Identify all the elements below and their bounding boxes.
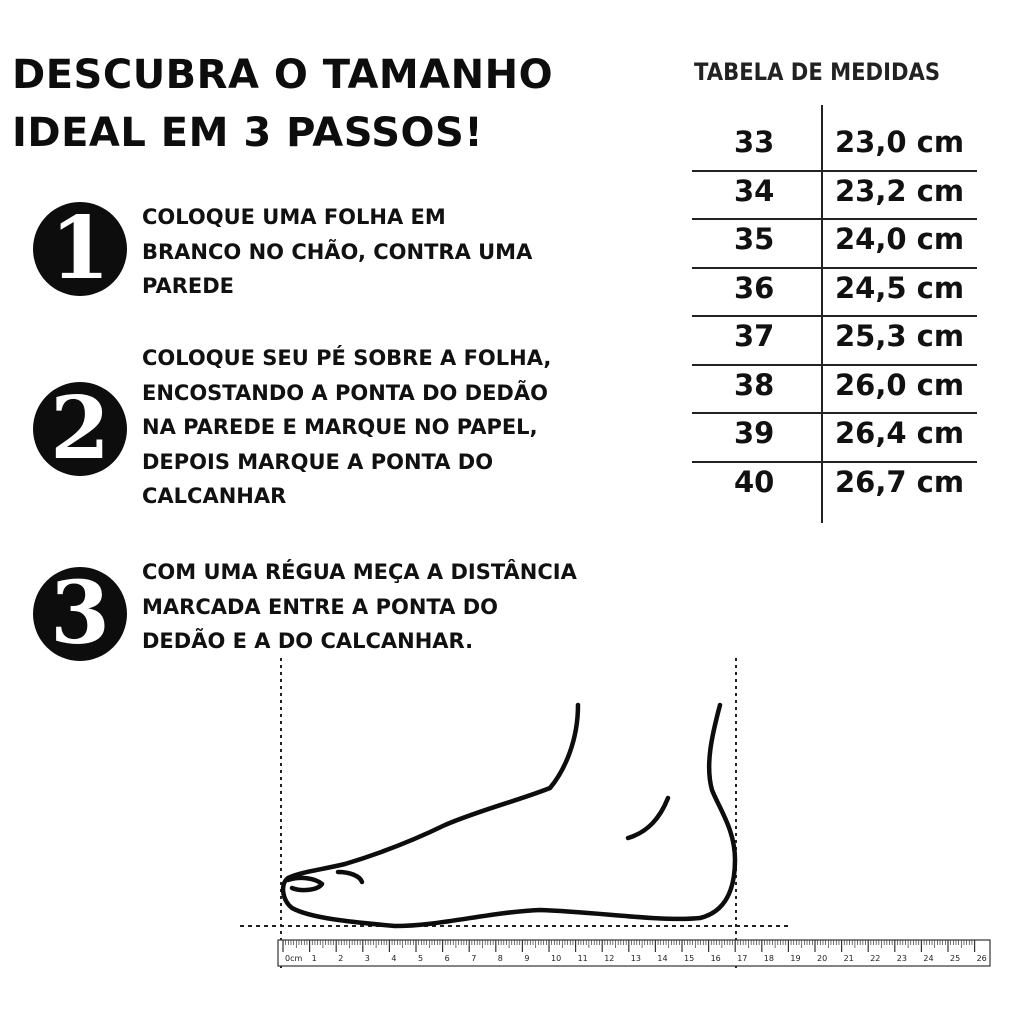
step-3-line-3: DEDÃO E A DO CALCANHAR. bbox=[142, 629, 474, 653]
step-3-line-2: MARCADA ENTRE A PONTA DO bbox=[142, 594, 498, 619]
size-value: 34 bbox=[734, 173, 775, 208]
ruler-label: 7 bbox=[471, 954, 477, 963]
ruler-label: 8 bbox=[497, 954, 503, 963]
length-value: 24,5 cm bbox=[835, 270, 965, 305]
ruler-label: 20 bbox=[817, 954, 828, 963]
title-line-2: IDEAL EM 3 PASSOS! bbox=[12, 110, 484, 156]
ruler-label: 15 bbox=[684, 954, 695, 963]
length-value: 25,3 cm bbox=[835, 319, 965, 353]
size-value: 39 bbox=[734, 416, 775, 450]
size-value: 38 bbox=[734, 367, 775, 402]
ruler-label: 6 bbox=[444, 954, 450, 963]
step-2-line-2: ENCOSTANDO A PONTA DO DEDÃO bbox=[142, 380, 548, 405]
length-value: 26,7 cm bbox=[835, 464, 965, 499]
size-value: 37 bbox=[734, 319, 775, 353]
table-row bbox=[692, 123, 977, 172]
foot-icon bbox=[283, 705, 735, 926]
step-2-instructions bbox=[142, 341, 551, 514]
table-row bbox=[692, 414, 977, 463]
ruler-label: 3 bbox=[364, 954, 370, 963]
length-value: 24,0 cm bbox=[835, 222, 965, 256]
size-value: 33 bbox=[734, 125, 775, 159]
step-3-number-icon: 3 bbox=[33, 567, 127, 661]
ruler-label: 19 bbox=[790, 954, 801, 963]
ruler-label: 4 bbox=[391, 954, 397, 963]
size-table bbox=[692, 123, 977, 511]
step-3-instructions bbox=[142, 555, 577, 659]
ruler-label: 1 bbox=[311, 954, 317, 963]
ruler-label: 13 bbox=[630, 954, 641, 963]
step-2-line-1: COLOQUE SEU PÉ SOBRE A FOLHA, bbox=[142, 346, 552, 370]
size-value: 36 bbox=[734, 270, 775, 305]
ruler bbox=[278, 940, 990, 966]
ruler-label: 5 bbox=[418, 954, 424, 963]
step-2-line-5: CALCANHAR bbox=[142, 484, 287, 508]
length-value: 26,0 cm bbox=[835, 367, 965, 402]
ruler-label: 14 bbox=[657, 954, 668, 963]
step-1-line-1: COLOQUE UMA FOLHA EM bbox=[142, 205, 446, 229]
ruler-label: 0cm bbox=[285, 954, 303, 963]
step-2-line-4: DEPOIS MARQUE A PONTA DO bbox=[142, 449, 494, 474]
size-value: 40 bbox=[734, 464, 775, 499]
ruler-label: 24 bbox=[923, 954, 934, 963]
step-3-line-1: COM UMA RÉGUA MEÇA A DISTÂNCIA bbox=[142, 560, 577, 584]
ruler-label: 23 bbox=[896, 954, 907, 963]
length-value: 23,0 cm bbox=[835, 125, 965, 159]
step-1-number-icon: 1 bbox=[33, 202, 127, 296]
table-row bbox=[692, 269, 977, 318]
length-value: 23,2 cm bbox=[835, 173, 965, 208]
ruler-label: 9 bbox=[524, 954, 530, 963]
foot-measurement-illustration bbox=[0, 650, 1015, 1015]
title-line-1: DESCUBRA O TAMANHO bbox=[12, 52, 554, 98]
step-1-line-2: BRANCO NO CHÃO, CONTRA UMA bbox=[142, 239, 533, 264]
table-row bbox=[692, 463, 977, 512]
ruler-label: 22 bbox=[870, 954, 881, 963]
ruler-label: 21 bbox=[843, 954, 854, 963]
ruler-label: 17 bbox=[737, 954, 748, 963]
table-row bbox=[692, 317, 977, 366]
ruler-label: 26 bbox=[976, 954, 987, 963]
ruler-label: 10 bbox=[551, 954, 562, 963]
page-title bbox=[12, 46, 553, 162]
ruler-label: 25 bbox=[950, 954, 961, 963]
table-row bbox=[692, 172, 977, 221]
step-1-instructions bbox=[142, 200, 532, 304]
size-table-title: TABELA DE MEDIDAS bbox=[694, 58, 941, 86]
table-row bbox=[692, 366, 977, 415]
step-2-line-3: NA PAREDE E MARQUE NO PAPEL, bbox=[142, 415, 538, 439]
step-2-number-icon: 2 bbox=[33, 382, 127, 476]
ruler-label: 2 bbox=[338, 954, 344, 963]
length-value: 26,4 cm bbox=[835, 416, 965, 450]
ruler-label: 16 bbox=[710, 954, 721, 963]
ruler-label: 18 bbox=[763, 954, 774, 963]
size-value: 35 bbox=[734, 222, 775, 256]
table-row bbox=[692, 220, 977, 269]
ruler-label: 12 bbox=[604, 954, 615, 963]
ruler-label: 11 bbox=[577, 954, 588, 963]
step-1-line-3: PAREDE bbox=[142, 274, 235, 298]
